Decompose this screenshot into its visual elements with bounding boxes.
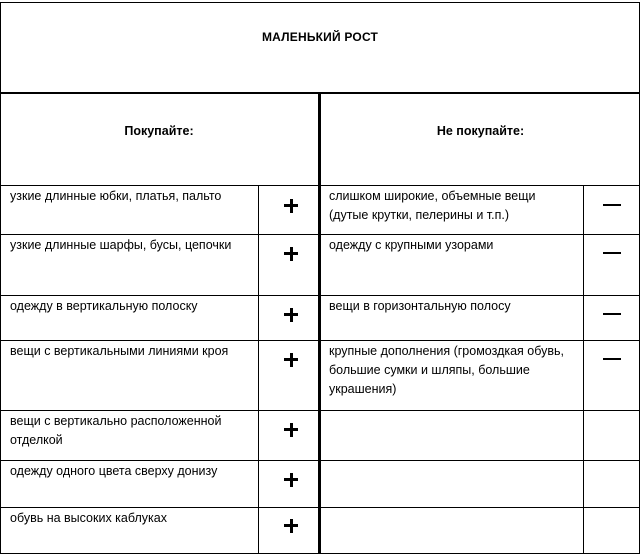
row-divider — [321, 234, 640, 235]
plus-sign-icon — [281, 305, 301, 325]
plus-sign-icon — [281, 244, 301, 264]
plus-sign-icon — [281, 470, 301, 490]
sign-column-divider — [258, 185, 259, 554]
buy-item: узкие длинные юбки, платья, пальто — [10, 189, 222, 203]
row-divider — [321, 507, 640, 508]
row-divider — [321, 460, 640, 461]
row-divider — [0, 295, 318, 296]
column-divider — [318, 94, 321, 554]
minus-sign-icon — [602, 196, 622, 216]
dont-buy-item: крупные дополнения (громоздкая обувь, большие сумки и шляпы, большие украшения) — [329, 344, 565, 396]
buy-item: вещи с вертикальными линиями кроя — [10, 344, 229, 358]
row-divider — [0, 234, 318, 235]
minus-sign-icon — [602, 244, 622, 264]
buy-item: одежду в вертикальную полоску — [10, 299, 198, 313]
page-title: МАЛЕНЬКИЙ РОСТ — [261, 30, 379, 44]
buy-item: одежду одного цвета сверху донизу — [10, 464, 218, 478]
row-divider — [321, 410, 640, 411]
buy-item: обувь на высоких каблуках — [10, 511, 167, 525]
dont-buy-item: слишком широкие, объемные вещи (дутые крутки, пелерины и т.п.) — [329, 189, 536, 222]
buy-column-header: Покупайте: — [124, 124, 194, 138]
plus-sign-icon — [281, 196, 301, 216]
row-divider — [0, 340, 318, 341]
row-divider — [321, 340, 640, 341]
row-divider — [0, 460, 318, 461]
row-divider — [0, 410, 318, 411]
table-top-border — [0, 2, 640, 3]
dont-buy-column-header: Не покупайте: — [436, 124, 525, 138]
row-divider — [0, 507, 318, 508]
plus-sign-icon — [281, 420, 301, 440]
buy-item: вещи с вертикально расположенной отделкой — [10, 414, 222, 447]
plus-sign-icon — [281, 516, 301, 536]
buy-item: узкие длинные шарфы, бусы, цепочки — [10, 238, 232, 252]
minus-sign-icon — [602, 350, 622, 370]
sign-column-divider — [583, 185, 584, 554]
table-left-border — [0, 2, 1, 554]
plus-sign-icon — [281, 350, 301, 370]
dont-buy-item: одежду с крупными узорами — [329, 238, 494, 252]
row-divider — [321, 295, 640, 296]
minus-sign-icon — [602, 305, 622, 325]
dont-buy-item: вещи в горизонтальную полосу — [329, 299, 511, 313]
